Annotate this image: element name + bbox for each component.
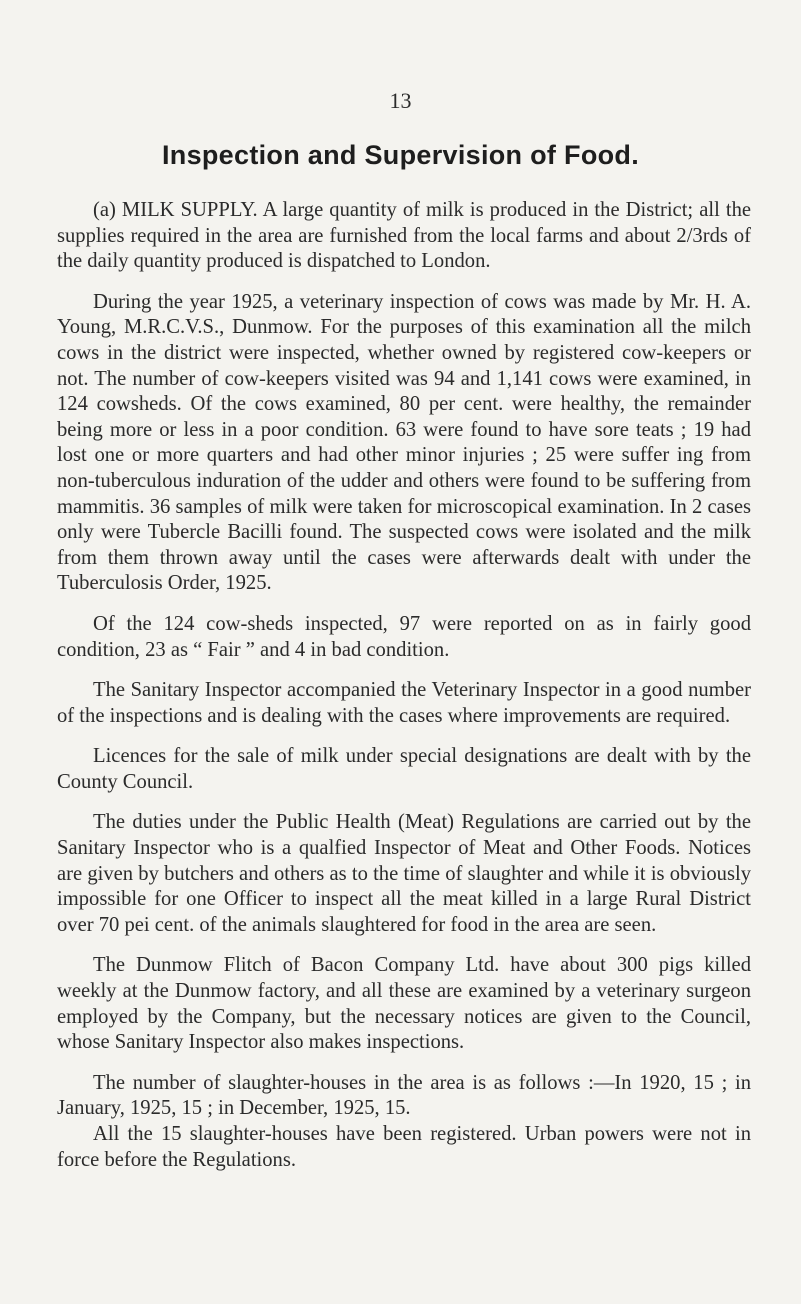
paragraph-veterinary-inspection: During the year 1925, a veterinary inspection of cows was made by Mr. H. A. Young, M.R.C.V.S., Dunmow. For the purposes of this examination all the milch cows in the district were inspected, whether owned by registered cow-keepers or not. The number of cow-keepers visited was 94 and 1,141 cows were examined, in 124 cowsheds. Of the cows examined, 80 per cent. were healthy, the remainder being more or less in a poor condition. 63 were found to have sore teats ; 19 had lost one or more quarters and had other minor injuries ; 25 were suffer ing from non-tuberculous induration of the udder and others were found to be suffering from mammitis. 36 samples of milk were taken for microscopical examination. In 2 cases only were Tubercle Bacilli found. The suspected cows were isolated and the milk from them thrown away until the cases were afterwards dealt with under the Tuberculosis Order, 1925. xyxy=(57,290,751,595)
paragraph-meat-regulations: The duties under the Public Health (Meat) Regulations are carried out by the Sanitary Inspector who is a qualfied Inspector of Meat and Other Foods. Notices are given by butchers and others as to the time of slaughter and while it is obviously impossible for one Officer to inspect all the meat killed in a large Rural District over 70 pei cent. of the animals slaughtered for food in the area are seen. xyxy=(57,811,751,936)
paragraph-cowsheds: Of the 124 cow-sheds inspected, 97 were reported on as in fairly good condition, 23 as “ Fair ” and 4 in bad condition. xyxy=(57,612,751,661)
page-heading: Inspection and Supervision of Food. xyxy=(161,140,639,170)
section-prefix: (a) MILK SUPPLY. xyxy=(93,199,258,221)
paragraph-milk-supply xyxy=(57,198,751,275)
paragraph-slaughter-houses-count: The number of slaughter-houses in the area is as follows :—In 1920, 15 ; in January, 1925, 15 ; in December, 1925, 15. xyxy=(57,1071,751,1120)
paragraph-text: A large quantity of milk is produced in the District; all the supplies required in the area are furnished from the local farms and about 2/3rds of the daily quantity produced is dispatched to London. xyxy=(57,199,752,273)
paragraph-slaughter-houses-registered: All the 15 slaughter-houses have been registered. Urban powers were not in force before the Regulations. xyxy=(57,1123,751,1171)
paragraph-sanitary-inspector: The Sanitary Inspector accompanied the Veterinary Inspector in a good number of the inspections and is dealing with the cases where improvements are required. xyxy=(57,679,751,727)
document-body xyxy=(57,198,751,1173)
page-number: 13 xyxy=(389,88,412,113)
paragraph-bacon-company: The Dunmow Flitch of Bacon Company Ltd. have about 300 pigs killed weekly at the Dunmow factory, and all these are examined by a veterinary surgeon employed by the Company, but the necessary notices are given to the Council, whose Sanitary Inspector also makes inspections. xyxy=(57,954,751,1054)
paragraph-licences: Licences for the sale of milk under special designations are dealt with by the County Council. xyxy=(57,745,751,793)
